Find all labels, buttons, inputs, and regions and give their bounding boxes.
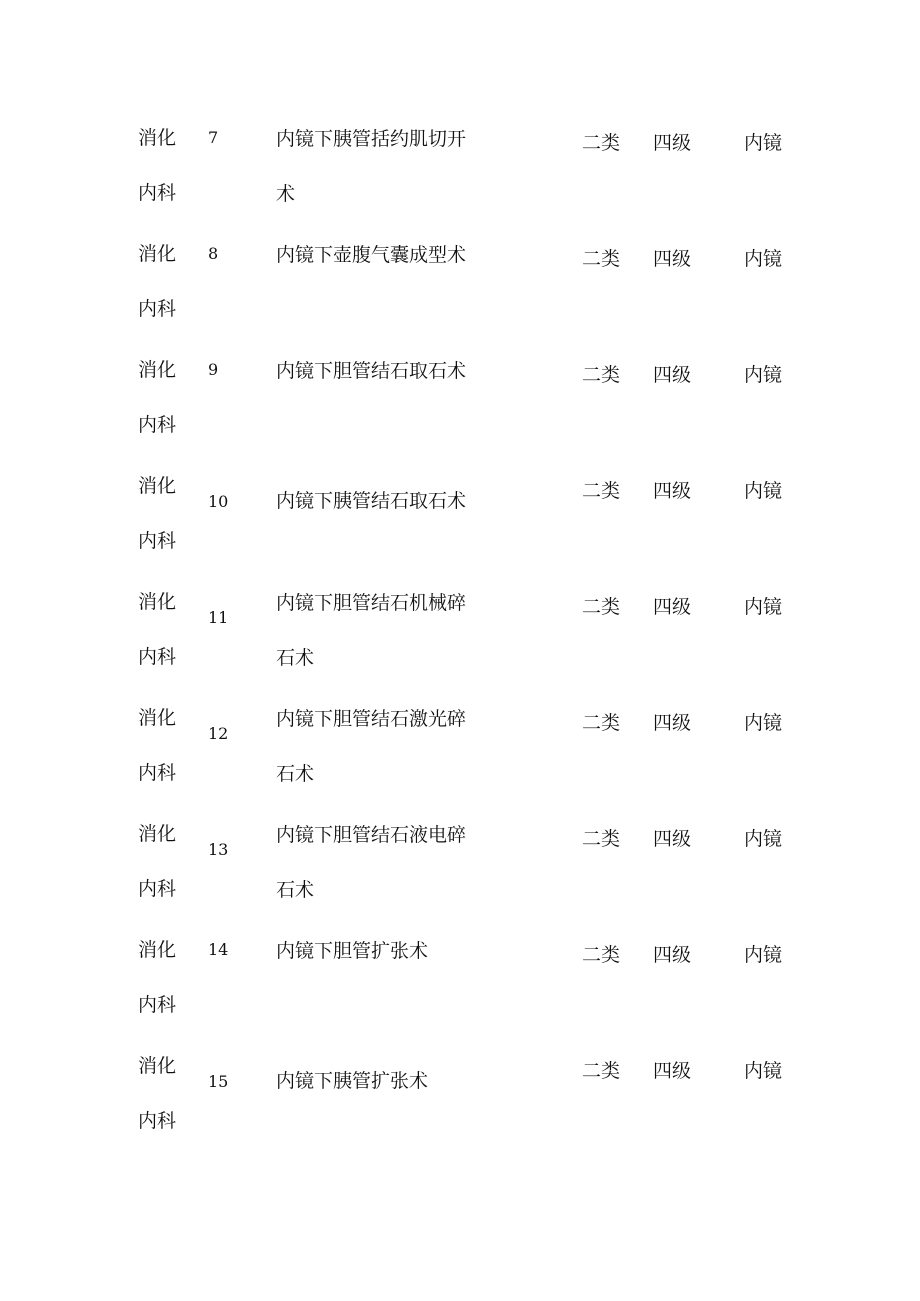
department-text: 消化 [138,359,177,381]
category-cell: 二类 [582,596,621,618]
procedure-name [276,576,476,686]
level-cell: 四级 [653,132,692,154]
procedure-name [276,344,476,399]
department-cell [138,111,198,221]
type-cell: 内镜 [744,712,783,734]
department-text: 消化 [138,243,177,265]
category-cell: 二类 [582,364,621,386]
sequence-number: 11 [208,608,229,627]
procedure-name-text: 内镜下胆管扩张术 [276,940,429,962]
level-cell: 四级 [653,364,692,386]
table-row [0,808,920,924]
procedure-name-text: 内镜下胆管结石机械碎 [276,592,467,614]
procedure-name-text: 内镜下胆管结石液电碎 [276,824,467,846]
procedure-name-text: 内镜下胰管扩张术 [276,1070,429,1092]
sequence-number: 7 [208,128,219,147]
table-row [0,112,920,228]
level-cell: 四级 [653,1060,692,1082]
procedure-name [276,112,476,222]
level-cell: 四级 [653,712,692,734]
level-cell: 四级 [653,248,692,270]
category-cell: 二类 [582,248,621,270]
department-text: 内科 [138,994,177,1016]
department-text: 内科 [138,414,177,436]
category-cell: 二类 [582,480,621,502]
procedure-name [276,924,476,979]
procedure-name-text: 内镜下胆管结石激光碎 [276,708,467,730]
sequence-number: 14 [208,940,229,959]
procedure-name-text: 内镜下胆管结石取石术 [276,360,467,382]
type-cell: 内镜 [744,248,783,270]
department-cell [138,923,198,1033]
department-text: 消化 [138,475,177,497]
table-row [0,576,920,692]
procedure-name-text: 内镜下胰管结石取石术 [276,490,467,512]
department-text: 内科 [138,530,177,552]
department-text: 消化 [138,707,177,729]
procedure-name [276,228,476,283]
department-cell [138,343,198,453]
procedure-name-text: 石术 [276,879,315,901]
type-cell: 内镜 [744,364,783,386]
department-text: 消化 [138,1055,177,1077]
type-cell: 内镜 [744,828,783,850]
category-cell: 二类 [582,1060,621,1082]
category-cell: 二类 [582,944,621,966]
sequence-number: 15 [208,1072,229,1091]
department-text: 内科 [138,1110,177,1132]
procedure-name [276,474,476,529]
table-row [0,460,920,576]
department-text: 内科 [138,182,177,204]
sequence-number: 13 [208,840,229,859]
table-row [0,924,920,1040]
department-cell [138,459,198,569]
department-text: 消化 [138,939,177,961]
department-cell [138,691,198,801]
type-cell: 内镜 [744,132,783,154]
type-cell: 内镜 [744,480,783,502]
department-text: 消化 [138,591,177,613]
table-row [0,228,920,344]
category-cell: 二类 [582,712,621,734]
sequence-number: 10 [208,492,229,511]
category-cell: 二类 [582,828,621,850]
procedure-name-text: 石术 [276,647,315,669]
sequence-number: 8 [208,244,219,263]
category-cell: 二类 [582,132,621,154]
level-cell: 四级 [653,944,692,966]
procedure-name-text: 石术 [276,763,315,785]
type-cell: 内镜 [744,944,783,966]
level-cell: 四级 [653,828,692,850]
department-cell [138,1039,198,1149]
department-text: 内科 [138,646,177,668]
table-row [0,692,920,808]
procedure-name-text: 内镜下壶腹气囊成型术 [276,244,467,266]
table-row [0,344,920,460]
department-text: 消化 [138,823,177,845]
procedure-name-text: 术 [276,183,296,205]
department-cell [138,807,198,917]
sequence-number: 12 [208,724,229,743]
procedure-name-text: 内镜下胰管括约肌切开 [276,128,467,150]
level-cell: 四级 [653,480,692,502]
level-cell: 四级 [653,596,692,618]
type-cell: 内镜 [744,596,783,618]
department-text: 消化 [138,127,177,149]
type-cell: 内镜 [744,1060,783,1082]
department-cell [138,227,198,337]
department-text: 内科 [138,298,177,320]
procedure-name [276,808,476,918]
department-text: 内科 [138,762,177,784]
table-row [0,1040,920,1156]
procedure-name [276,1054,476,1109]
department-text: 内科 [138,878,177,900]
department-cell [138,575,198,685]
sequence-number: 9 [208,360,219,379]
procedure-name [276,692,476,802]
